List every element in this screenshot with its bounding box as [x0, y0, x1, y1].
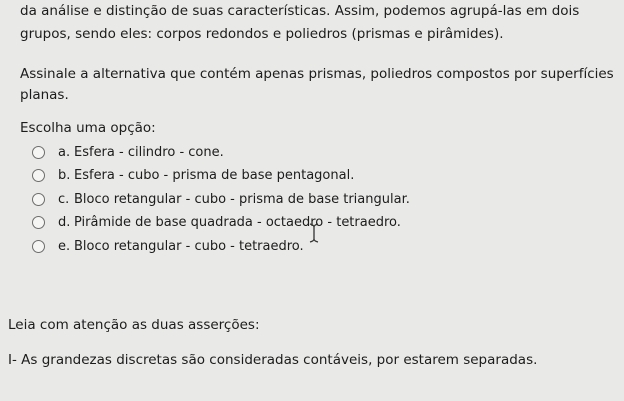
option-letter: d.: [58, 215, 71, 230]
assertion-statement-1: I- As grandezas discretas são consideradas contáveis, por estarem separadas.: [8, 352, 538, 368]
radio-button-e[interactable]: [32, 240, 45, 253]
option-letter: a.: [58, 144, 71, 160]
question-instruction-text: Assinale a alternativa que contém apenas prismas, poliedros compostos por superfícies planas.: [20, 66, 614, 103]
option-text: Esfera - cilindro - cone.: [74, 144, 224, 160]
option-b[interactable]: [22, 165, 612, 187]
option-letter: e.: [58, 238, 71, 254]
radio-button-b[interactable]: [32, 169, 45, 182]
option-c[interactable]: [22, 188, 612, 210]
option-letter: c.: [58, 191, 70, 207]
radio-button-a[interactable]: [32, 146, 45, 159]
option-text: Pirâmide de base quadrada - octaedro - tetraedro.: [74, 215, 401, 230]
choose-option-label: Escolha uma opção:: [20, 120, 156, 136]
option-text: Bloco retangular - cubo - tetraedro.: [74, 238, 304, 254]
radio-button-d[interactable]: [32, 216, 45, 229]
option-text: Bloco retangular - cubo - prisma de base triangular.: [74, 191, 410, 207]
read-assertions-label: Leia com atenção as duas asserções:: [8, 317, 260, 333]
option-a[interactable]: [22, 141, 612, 163]
option-text: Esfera - cubo - prisma de base pentagonal.: [74, 168, 355, 183]
text-cursor-icon: [309, 223, 319, 243]
question-intro-text: da análise e distinção de suas características. Assim, podemos agrupá-las em dois grupos, sendo eles: corpos redondos e poliedros (prismas e pirâmides).: [20, 3, 580, 42]
radio-button-c[interactable]: [32, 193, 45, 206]
option-letter: b.: [58, 168, 71, 183]
